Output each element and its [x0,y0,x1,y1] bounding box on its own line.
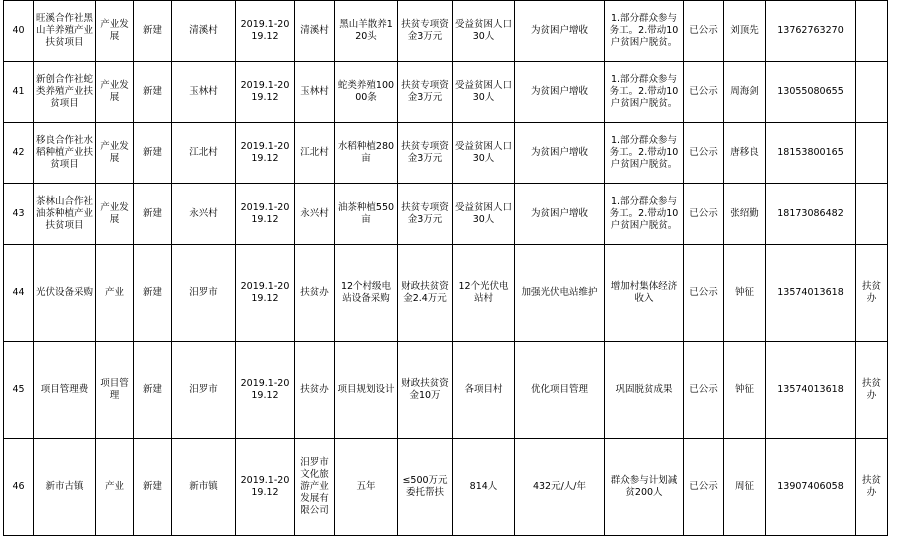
project-category: 产业发展 [96,184,134,245]
project-goal: 为贫困户增收 [515,123,605,184]
table-row [4,123,888,184]
contact-phone: 18173086482 [766,184,856,245]
contact-phone: 13055080655 [766,62,856,123]
contact-person: 唐移良 [724,123,766,184]
project-name: 光伏设备采购 [34,245,96,342]
table-row [4,342,888,439]
fund-source: 扶贫专项资金3万元 [398,62,453,123]
row-number: 44 [4,245,34,342]
project-location: 汨罗市 [172,342,236,439]
implementing-unit: 清溪村 [295,1,335,62]
contact-person: 钟征 [724,245,766,342]
project-period: 2019.1-2019.12 [236,123,295,184]
table-row [4,1,888,62]
project-table [3,0,888,536]
project-name: 新市古镇 [34,439,96,536]
contact-person: 钟征 [724,342,766,439]
project-content: 蛇类养殖10000条 [335,62,398,123]
project-period: 2019.1-2019.12 [236,342,295,439]
project-period: 2019.1-2019.12 [236,184,295,245]
contact-person: 张绍勤 [724,184,766,245]
project-location: 永兴村 [172,184,236,245]
project-name: 项目管理费 [34,342,96,439]
project-content: 12个村级电站设备采购 [335,245,398,342]
responsible-office [856,1,888,62]
project-category: 产业发展 [96,123,134,184]
publicity-status: 已公示 [684,184,724,245]
project-name: 移良合作社水稻种植产业扶贫项目 [34,123,96,184]
beneficiaries: 受益贫困人口30人 [453,1,515,62]
project-goal: 432元/人/年 [515,439,605,536]
benefit-mechanism: 群众参与计划减贫200人 [605,439,684,536]
responsible-office [856,123,888,184]
contact-person: 刘顶先 [724,1,766,62]
fund-source: 扶贫专项资金3万元 [398,184,453,245]
implementing-unit: 扶贫办 [295,245,335,342]
benefit-mechanism: 1.部分群众参与务工。2.带动10户贫困户脱贫。 [605,1,684,62]
project-content: 水稻种植280亩 [335,123,398,184]
project-type: 新建 [134,62,172,123]
project-category: 产业发展 [96,1,134,62]
responsible-office [856,62,888,123]
project-type: 新建 [134,1,172,62]
publicity-status: 已公示 [684,1,724,62]
row-number: 43 [4,184,34,245]
benefit-mechanism: 巩固脱贫成果 [605,342,684,439]
project-type: 新建 [134,245,172,342]
beneficiaries: 受益贫困人口30人 [453,62,515,123]
row-number: 45 [4,342,34,439]
project-period: 2019.1-2019.12 [236,245,295,342]
table-row [4,439,888,536]
implementing-unit: 永兴村 [295,184,335,245]
project-category: 产业 [96,245,134,342]
contact-phone: 18153800165 [766,123,856,184]
project-location: 玉林村 [172,62,236,123]
project-category: 项目管理 [96,342,134,439]
project-name: 旺溪合作社黑山羊养殖产业扶贫项目 [34,1,96,62]
project-type: 新建 [134,123,172,184]
row-number: 42 [4,123,34,184]
project-name: 茶林山合作社油茶种植产业扶贫项目 [34,184,96,245]
project-location: 清溪村 [172,1,236,62]
benefit-mechanism: 1.部分群众参与务工。2.带动10户贫困户脱贫。 [605,123,684,184]
benefit-mechanism: 增加村集体经济收入 [605,245,684,342]
project-type: 新建 [134,439,172,536]
project-content: 项目规划设计 [335,342,398,439]
table-row [4,245,888,342]
project-location: 汨罗市 [172,245,236,342]
table-row [4,184,888,245]
project-category: 产业发展 [96,62,134,123]
project-period: 2019.1-2019.12 [236,439,295,536]
publicity-status: 已公示 [684,342,724,439]
table-body [4,1,888,536]
project-category: 产业 [96,439,134,536]
project-goal: 为贫困户增收 [515,184,605,245]
project-content: 油茶种植550亩 [335,184,398,245]
beneficiaries: 814人 [453,439,515,536]
fund-source: 财政扶贫资金2.4万元 [398,245,453,342]
beneficiaries: 12个光伏电站村 [453,245,515,342]
contact-person: 周征 [724,439,766,536]
project-period: 2019.1-2019.12 [236,1,295,62]
project-name: 新创合作社蛇类养殖产业扶贫项目 [34,62,96,123]
project-type: 新建 [134,342,172,439]
publicity-status: 已公示 [684,123,724,184]
beneficiaries: 各项目村 [453,342,515,439]
row-number: 41 [4,62,34,123]
contact-person: 周海剑 [724,62,766,123]
project-location: 江北村 [172,123,236,184]
row-number: 40 [4,1,34,62]
contact-phone: 13574013618 [766,245,856,342]
project-content: 五年 [335,439,398,536]
publicity-status: 已公示 [684,245,724,342]
responsible-office: 扶贫办 [856,245,888,342]
table-row [4,62,888,123]
publicity-status: 已公示 [684,439,724,536]
implementing-unit: 扶贫办 [295,342,335,439]
project-period: 2019.1-2019.12 [236,62,295,123]
fund-source: 财政扶贫资金10万 [398,342,453,439]
project-type: 新建 [134,184,172,245]
contact-phone: 13762763270 [766,1,856,62]
beneficiaries: 受益贫困人口30人 [453,123,515,184]
project-location: 新市镇 [172,439,236,536]
beneficiaries: 受益贫困人口30人 [453,184,515,245]
project-goal: 加强光伏电站维护 [515,245,605,342]
project-goal: 为贫困户增收 [515,1,605,62]
publicity-status: 已公示 [684,62,724,123]
row-number: 46 [4,439,34,536]
responsible-office [856,184,888,245]
benefit-mechanism: 1.部分群众参与务工。2.带动10户贫困户脱贫。 [605,184,684,245]
contact-phone: 13907406058 [766,439,856,536]
fund-source: ≤500万元委托帮扶 [398,439,453,536]
implementing-unit: 江北村 [295,123,335,184]
implementing-unit: 汨罗市文化旅游产业发展有限公司 [295,439,335,536]
project-content: 黑山羊散养120头 [335,1,398,62]
project-goal: 优化项目管理 [515,342,605,439]
benefit-mechanism: 1.部分群众参与务工。2.带动10户贫困户脱贫。 [605,62,684,123]
responsible-office: 扶贫办 [856,439,888,536]
implementing-unit: 玉林村 [295,62,335,123]
fund-source: 扶贫专项资金3万元 [398,1,453,62]
contact-phone: 13574013618 [766,342,856,439]
responsible-office: 扶贫办 [856,342,888,439]
fund-source: 扶贫专项资金3万元 [398,123,453,184]
project-goal: 为贫困户增收 [515,62,605,123]
